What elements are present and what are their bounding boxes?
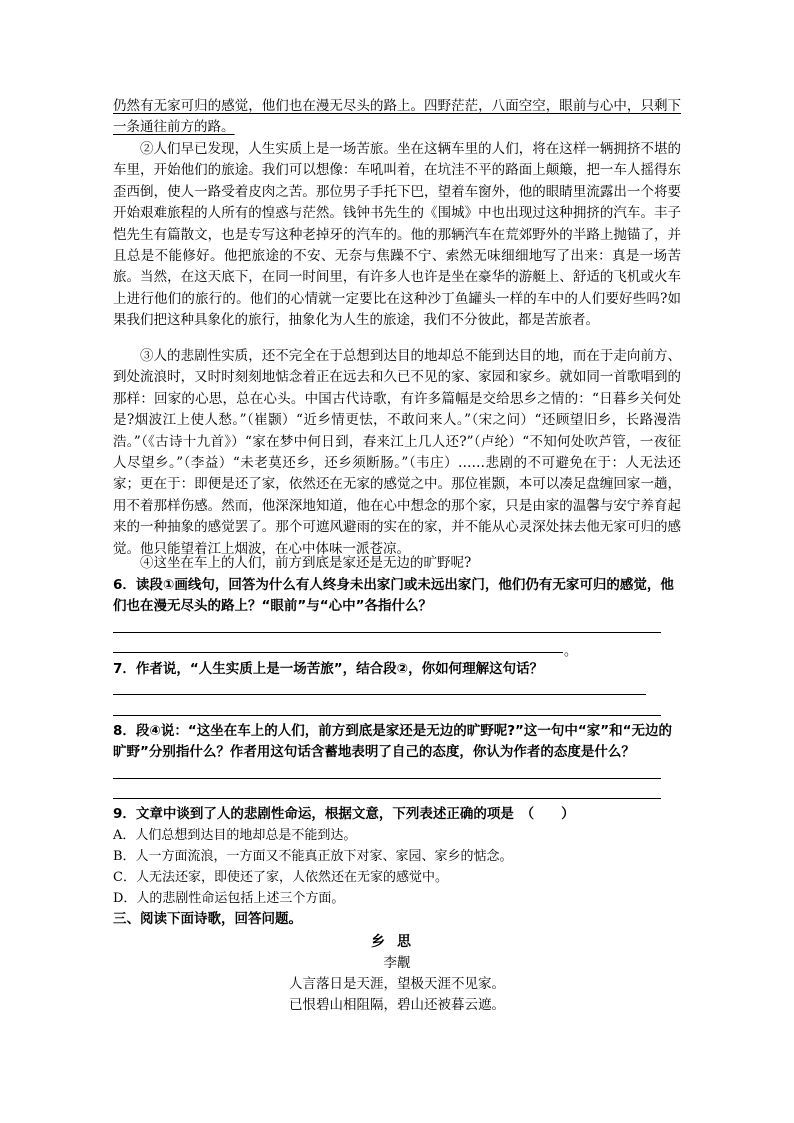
poem-author: 李觏	[383, 955, 411, 971]
question-8: 8．段④说：“这坐在车上的人们，前方到底是家还是无边的旷野呢?”这一句中“家”和“无边的旷野”分别指什么？作者用这句话含蓄地表明了自己的态度，你认为作者的态度是什么？	[113, 723, 673, 760]
poem-title: 乡思	[371, 934, 423, 950]
passage-paragraph-1-underlined: 仍然有无家可归的感觉，他们也在漫无尽头的路上。四野茫茫，八面空空，眼前与心中，只剩下一条通往前方的路。	[113, 98, 681, 136]
answer-line[interactable]	[113, 632, 661, 633]
answer-line[interactable]	[113, 715, 661, 716]
poem-line-2: 已恨碧山相阻隔，碧山还被暮云遮。	[289, 997, 505, 1013]
answer-line[interactable]	[113, 778, 661, 779]
passage-paragraph-3: ③人的悲剧性实质，还不完全在于总想到达目的地却总不能到达目的地，而在于走向前方、到处流浪时，又时时刻刻地惦念着正在远去和久已不见的家、家园和家乡。就如同一首歌唱到的那样：回家的心思，总在心头。中国古代诗歌，有许多篇幅是交给思乡之情的：“日暮乡关何处是?烟波江上使人愁。”（崔颢）“近乡情更怯，不敢问来人。”（宋之问）“还顾望旧乡，长路漫浩浩。”（《古诗十九首》）“家在梦中何日到，春来江上几人还?”（卢纶）“不知何处吹芦管，一夜征人尽望乡。”（李益）“未老莫还乡，还乡须断肠。”（韦庄）……悲剧的不可避免在于：人无法还家；更在于：即便是还了家，依然还在无家的感觉之中。那位崔颢，本可以凑足盘缠回家一趟，用不着那样伤感。然而，他深深地知道，他在心中想念的那个家，只是由家的温馨与安宁养育起来的一种抽象的感觉罢了。那个可遮风避雨的实在的家，并不能从心灵深处抹去他无家可归的感觉。他只能望着江上烟波，在心中体味一派苍凉。	[113, 348, 681, 557]
passage-paragraph-4: ④这坐在车上的人们，前方到底是家还是无边的旷野呢?	[140, 555, 472, 571]
passage-paragraph-2: ②人们早已发现，人生实质上是一场苦旅。坐在这辆车里的人们，将在这样一辆拥挤不堪的车里，开始他们的旅途。我们可以想像：车吼叫着，在坑洼不平的路面上颠簸，把一车人摇得东歪西倒，使人一路受着皮肉之苦。那位男子手托下巴，望着车窗外，他的眼睛里流露出一个将要开始艰难旅程的人所有的惶惑与茫然。钱钟书先生的《围城》中也出现过这种拥挤的汽车。丰子恺先生有篇散文，也是专写这种老掉牙的汽车的。他的那辆汽车在荒郊野外的半路上抛锚了，并且总是不能修好。他把旅途的不安、无奈与焦躁不宁、索然无味细细地写了出来：真是一场苦旅。当然，在这天底下，在同一时间里，有许多人也许是坐在豪华的游艇上、舒适的飞机或火车上进行他们的旅行的。他们的心情就一定要比在这种沙丁鱼罐头一样的车中的人们要好些吗?如果我们把这种具象化的旅行，抽象化为人生的旅途，我们不分彼此，都是苦旅者。	[113, 141, 681, 329]
option-b[interactable]: B．人一方面流浪，一方面又不能真正放下对家、家园、家乡的惦念。	[113, 849, 513, 864]
section-3-heading: 三、阅读下面诗歌，回答问题。	[113, 911, 302, 927]
question-9: 9．文章中谈到了人的悲剧性命运，根据文意，下列表述正确的项是 （ ）	[113, 806, 575, 822]
answer-end-mark: 。	[564, 644, 578, 659]
option-a[interactable]: A．人们总想到达目的地却总是不能到达。	[113, 828, 357, 843]
poem-line-1: 人言落日是天涯，望极天涯不见家。	[289, 976, 505, 992]
answer-line[interactable]	[113, 652, 563, 653]
question-7: 7．作者说，“人生实质上是一场苦旅”，结合段②，你如何理解这句话？	[113, 661, 544, 677]
question-6: 6．读段①画线句，回答为什么有人终身未出家门或未远出家门，他们仍有无家可归的感觉，他们也在漫无尽头的路上？“眼前”与“心中”各指什么？	[113, 577, 674, 614]
answer-line[interactable]	[113, 694, 646, 695]
answer-line[interactable]	[113, 798, 661, 799]
option-c[interactable]: C．人无法还家，即使还了家，人依然还在无家的感觉中。	[113, 870, 448, 885]
option-d[interactable]: D．人的悲剧性命运包括上述三个方面。	[113, 891, 345, 906]
